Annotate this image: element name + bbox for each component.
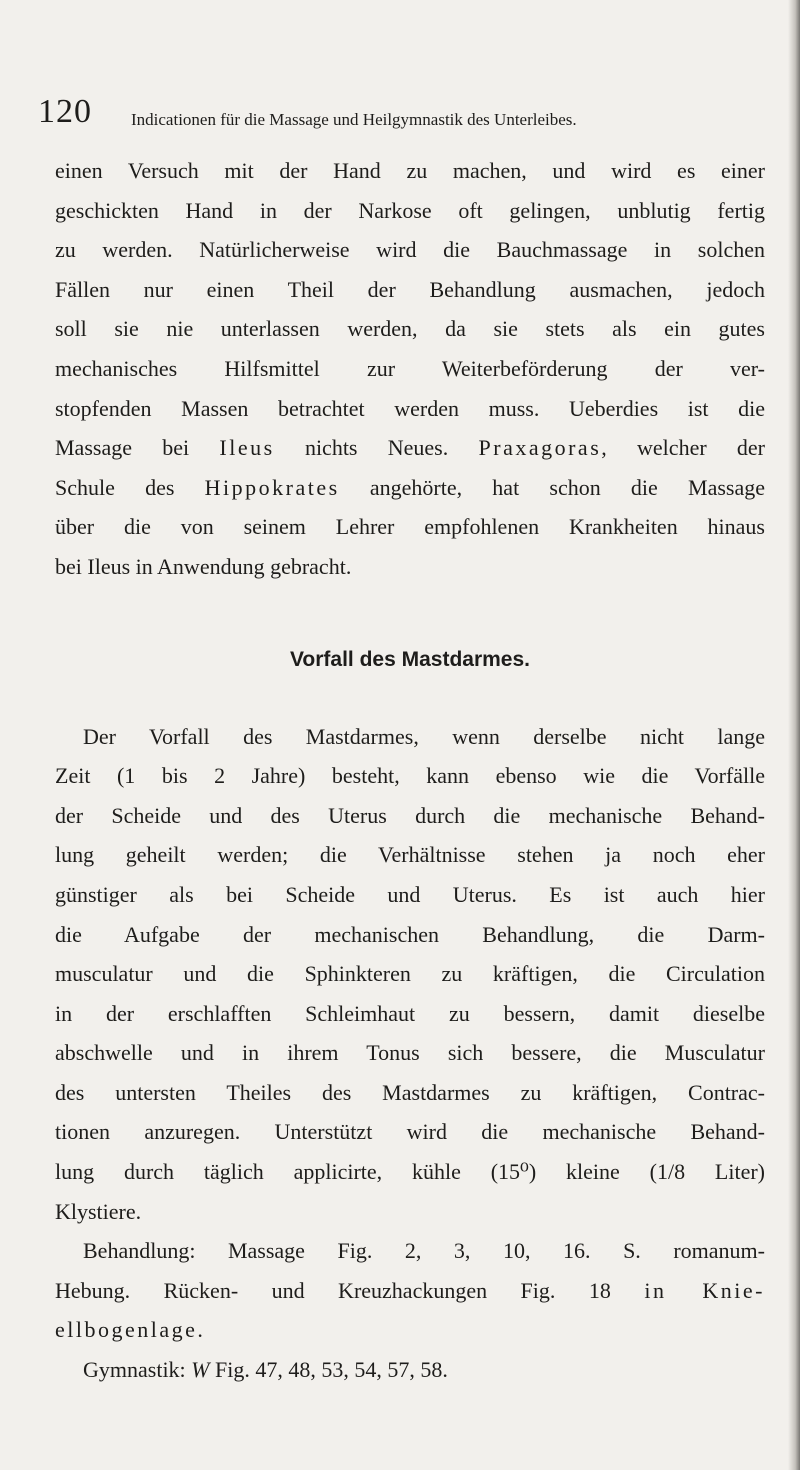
- text-line: Fällen nur einen Theil der Behandlung ausmachen, jedoch: [55, 276, 765, 302]
- text-line: bei Ileus in Anwendung gebracht.: [55, 553, 352, 579]
- italic-w: W: [191, 1357, 210, 1383]
- text-line: abschwelle und in ihrem Tonus sich bessere, die Musculatur: [55, 1040, 765, 1066]
- page-header: [38, 92, 758, 136]
- text-line: in der erschlafften Schleimhaut zu bessern, damit dieselbe: [55, 1000, 765, 1026]
- text-line: günstiger als bei Scheide und Uterus. Es ist auch hier: [55, 881, 765, 907]
- text-line: einen Versuch mit der Hand zu machen, und wird es einer: [55, 158, 765, 183]
- treatment-line: ellbogenlage.: [55, 1317, 206, 1343]
- treatment-line: Behandlung: Massage Fig. 2, 3, 10, 16. S. romanum-: [83, 1238, 765, 1264]
- running-head: Indicationen für die Massage und Heilgymnastik des Unterleibes.: [131, 110, 577, 129]
- text-line: Massage bei Ileus nichts Neues. Praxagoras, welcher der: [55, 435, 766, 461]
- text-line: Der Vorfall des Mastdarmes, wenn derselbe nicht lange: [83, 723, 765, 749]
- text-line: zu werden. Natürlicherweise wird die Bauchmassage in solchen: [55, 237, 765, 263]
- text-line: Zeit (1 bis 2 Jahre) besteht, kann ebenso wie die Vorfälle: [55, 763, 765, 789]
- spaced-term-knie: in Knie-: [644, 1277, 765, 1303]
- spaced-name-praxagoras: Praxagoras: [478, 435, 602, 461]
- page-edge-shadow: [788, 0, 800, 1470]
- text-line: über die von seinem Lehrer empfohlenen Krankheiten hinaus: [55, 514, 765, 540]
- page-number: 120: [38, 93, 92, 130]
- text-line: lung durch täglich applicirte, kühle (15⁰) kleine (1/8 Liter): [55, 1159, 765, 1185]
- spaced-name-hippokrates: Hippokrates: [204, 474, 340, 500]
- text-line: musculatur und die Sphinkteren zu kräftigen, die Circulation: [55, 961, 765, 987]
- body-text: [55, 151, 765, 1390]
- text-line: lung geheilt werden; die Verhältnisse stehen ja noch eher: [55, 842, 765, 868]
- gymnastik-line: Gymnastik: W Fig. 47, 48, 53, 54, 57, 58.: [83, 1357, 448, 1383]
- section-heading: Vorfall des Mastdarmes.: [289, 647, 531, 671]
- section-gap: [55, 587, 765, 639]
- text-line: Klystiere.: [55, 1198, 142, 1224]
- text-line: die Aufgabe der mechanischen Behandlung, die Darm-: [55, 921, 765, 947]
- text-line: der Scheide und des Uterus durch die mechanische Behand-: [55, 802, 765, 828]
- text-line: stopfenden Massen betrachtet werden muss. Ueberdies ist die: [55, 395, 765, 421]
- text-line: tionen anzuregen. Unterstützt wird die mechanische Behand-: [55, 1119, 765, 1145]
- text-line: Schule des Hippokrates angehörte, hat schon die Massage: [55, 474, 765, 500]
- text-line: geschickten Hand in der Narkose oft gelingen, unblutig fertig: [55, 197, 765, 223]
- spaced-term-ileus: Ileus: [219, 435, 275, 461]
- treatment-line: Hebung. Rücken- und Kreuzhackungen Fig. 18 in Knie-: [55, 1277, 765, 1303]
- text-line: des untersten Theiles des Mastdarmes zu kräftigen, Contrac-: [55, 1079, 765, 1105]
- text-line: soll sie nie unterlassen werden, da sie stets als ein gutes: [55, 316, 765, 342]
- text-line: mechanisches Hilfsmittel zur Weiterbeförderung der ver-: [55, 355, 765, 381]
